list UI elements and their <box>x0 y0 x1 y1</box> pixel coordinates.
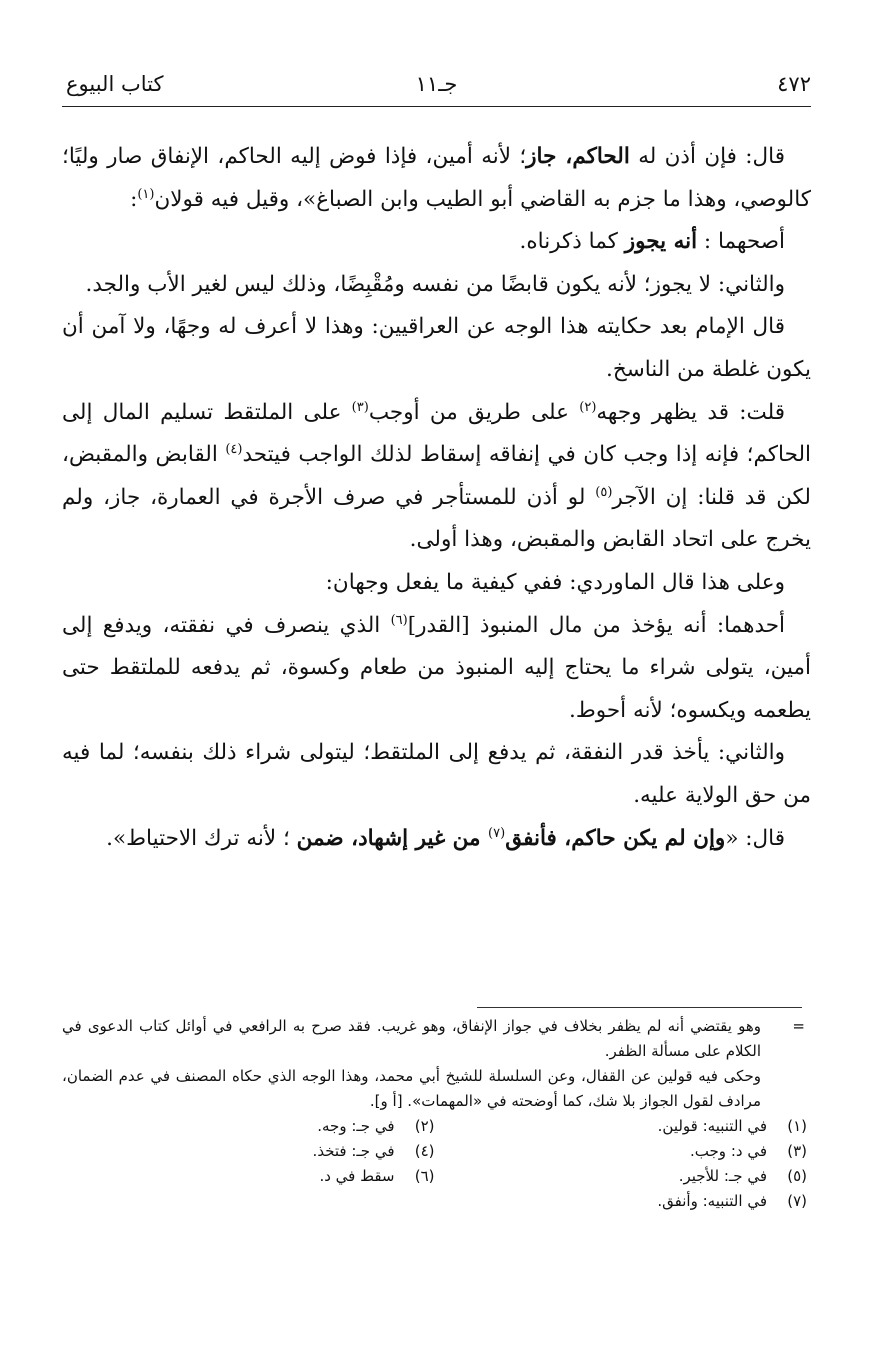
main-text <box>62 136 811 860</box>
text-run: أحدهما: أنه يؤخذ من مال المنبوذ [القدر] <box>407 612 785 638</box>
page-number: ٤٧٢ <box>777 72 811 96</box>
footnote-continuation <box>62 1014 807 1114</box>
footnote-ref-2[interactable]: (٢) <box>579 399 597 415</box>
text-run: قال: « <box>725 825 785 851</box>
footnote-text: في جـ: وجه. <box>317 1117 395 1135</box>
bold-text: أنه يجوز <box>624 229 698 255</box>
text-run: : <box>130 186 138 212</box>
footnote-number: (٧) <box>787 1192 807 1210</box>
footnote-text: في د: وجب. <box>690 1142 767 1160</box>
footnote-number: (١) <box>787 1117 807 1135</box>
footnote-number: (٢) <box>414 1117 435 1135</box>
footnote-ref-1[interactable]: (١) <box>137 186 155 202</box>
footnote-number: (٤) <box>414 1142 435 1160</box>
footnote-1 <box>435 1114 808 1139</box>
header-divider <box>62 106 811 107</box>
paragraph-5 <box>62 392 811 562</box>
footnote-ref-7[interactable]: (٧) <box>488 825 506 841</box>
footnote-ref-3[interactable]: (٣) <box>351 399 369 415</box>
paragraph-6: وعلى هذا قال الماوردي: ففي كيفية ما يفعل وجهان: <box>325 569 785 595</box>
footnote-number: (٦) <box>414 1167 435 1185</box>
volume-number: جـ١١ <box>415 72 458 96</box>
text-run: الذي ينصرف في نفقته، ويدفع إلى أمين، يتولى شراء ما يحتاج إليه المنبوذ من طعام وكسوة، ثم يدفعه للملتقط حتى يطعمه ويكسوه؛ لأنه أحوط. <box>62 612 811 723</box>
paragraph-3: والثاني: لا يجوز؛ لأنه يكون قابضًا من نفسه ومُقْبِضًا، وذلك ليس لغير الأب والجد. <box>85 271 785 297</box>
bold-text: الحاكم، جاز <box>526 144 630 169</box>
continuation-line-1: وهو يقتضي أنه لم يظفر بخلاف في جواز الإنفاق، وهو غريب. فقد صرح به الرافعي في أوائل كتاب الدعوى في الكلام على مسألة الظفر. <box>62 1017 761 1060</box>
footnote-6 <box>62 1164 435 1189</box>
footnote-4 <box>62 1139 435 1164</box>
footnote-text: في التنبيه: وأنفق. <box>657 1192 767 1210</box>
footnote-number: (٥) <box>787 1167 807 1185</box>
paragraph-4: قال الإمام بعد حكايته هذا الوجه عن العراقيين: وهذا لا أعرف له وجهًا، ولا آمن أن يكون غلطة من الناسخ. <box>62 314 811 382</box>
footnote-text: في جـ: للأجير. <box>678 1167 767 1185</box>
footnote-ref-4[interactable]: (٤) <box>225 442 243 457</box>
bold-text: من غير إشهاد، ضمن <box>296 825 489 851</box>
text-run: القابض والمقبض، لكن قد قلنا: إن الآجر <box>62 442 811 510</box>
footnote-number: (٣) <box>787 1142 807 1160</box>
footnote-2 <box>62 1114 435 1139</box>
paragraph-9 <box>62 818 811 861</box>
paragraph-2 <box>62 221 811 264</box>
text-run: لو أذن للمستأجر في صرف الأجرة في العمارة، جاز، ولم يخرج على اتحاد القابض والمقبض، وهذا أولى. <box>62 484 811 553</box>
footnote-7 <box>427 1189 807 1214</box>
text-run: ؛ لأنه أمين، فإذا فوض إليه الحاكم، الإنفاق صار وليًا؛ كالوصي، وهذا ما جزم به القاضي أبو الطيب وابن الصباغ»، وقيل فيه قولان <box>62 144 811 212</box>
text-run: أصحهما : <box>703 229 785 255</box>
footnote-3 <box>435 1139 808 1164</box>
footnote-text: سقط في د. <box>319 1167 395 1185</box>
bold-text: وإن لم يكن حاكم، فأنفق <box>505 825 726 851</box>
paragraph-1 <box>62 136 811 221</box>
continuation-mark: = <box>792 1017 805 1035</box>
footnote-row <box>62 1189 807 1214</box>
footnote-5 <box>435 1164 808 1189</box>
paragraph-8: والثاني: يأخذ قدر النفقة، ثم يدفع إلى الملتقط؛ ليتولى شراء ذلك بنفسه؛ لما فيه من حق الولاية عليه. <box>62 740 811 808</box>
footnotes <box>62 1014 807 1214</box>
footnote-ref-6[interactable]: (٦) <box>390 612 408 628</box>
text-run: على طريق من أوجب <box>368 399 580 425</box>
running-header <box>62 60 811 106</box>
footnote-divider <box>477 1007 802 1008</box>
footnote-text: في التنبيه: قولين. <box>657 1117 767 1135</box>
text-run: على الملتقط تسليم المال إلى الحاكم؛ فإنه إذا وجب كان في إنفاقه إسقاط لذلك الواجب فيتحد <box>62 399 811 468</box>
footnote-text: في جـ: فتخذ. <box>312 1142 395 1160</box>
footnote-ref-5[interactable]: (٥) <box>595 484 613 500</box>
paragraph-7 <box>62 605 811 733</box>
text-run: قال: فإن أذن له <box>638 144 785 169</box>
text-run: ؛ لأنه ترك الاحتياط». <box>106 825 297 851</box>
footnote-row <box>62 1139 807 1164</box>
footnote-row <box>62 1164 807 1189</box>
continuation-line-2: وحكى فيه قولين عن القفال، وعن السلسلة للشيخ أبي محمد، وهذا الوجه الذي حكاه المصنف في عدم الضمان، مرادف لقول الجواز بلا شك، كما أوضحته في «المهمات». [أ و]. <box>62 1067 761 1110</box>
footnote-row <box>62 1114 807 1139</box>
book-title: كتاب البيوع <box>66 72 164 96</box>
text-run: كما ذكرناه. <box>519 229 625 255</box>
text-run: قلت: قد يظهر وجهه <box>596 399 786 425</box>
